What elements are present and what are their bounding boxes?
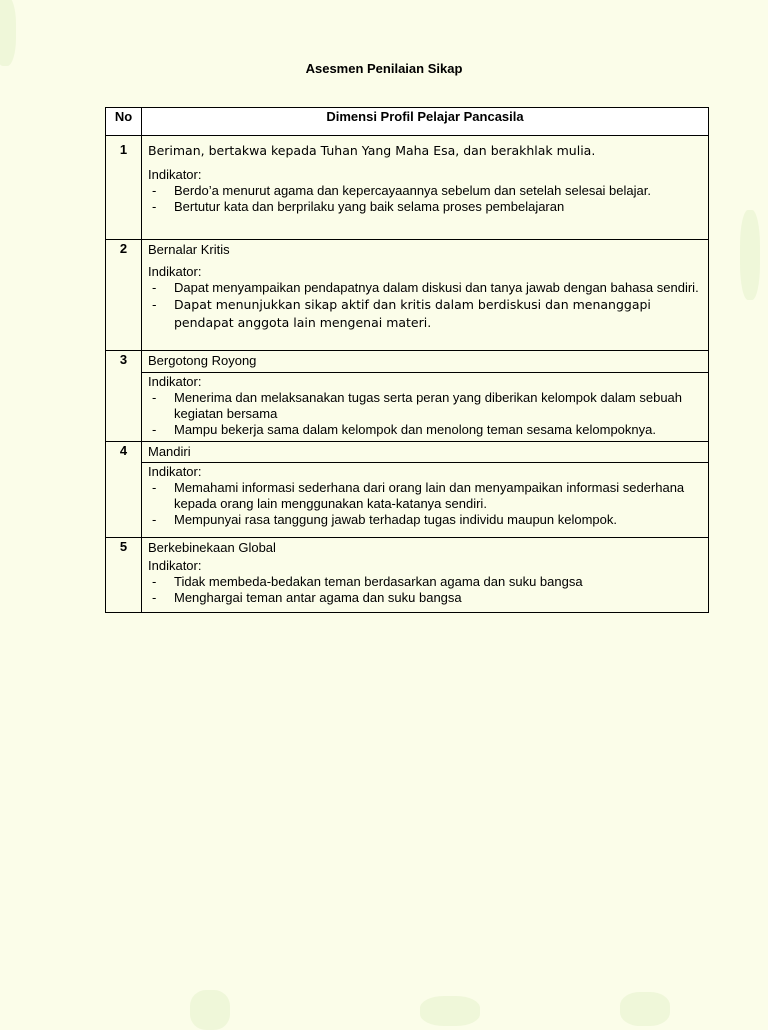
column-header-no: No [106, 108, 142, 136]
row-number: 5 [106, 538, 142, 613]
row-number: 3 [106, 351, 142, 442]
dimension-cell [142, 351, 709, 442]
indicator-block [142, 372, 708, 440]
indicator-block [142, 556, 708, 608]
background-blotch [190, 990, 230, 1030]
indicator-list [148, 480, 702, 528]
dimension-title: Mandiri [148, 444, 191, 459]
table-row [106, 442, 709, 538]
background-blotch [0, 0, 16, 66]
assessment-table [105, 107, 709, 613]
list-item: - Mampu bekerja sama dalam kelompok dan menolong teman sesama kelompoknya. [148, 422, 702, 438]
indicator-label: Indikator: [148, 167, 202, 182]
list-item: - Dapat menyampaikan pendapatnya dalam diskusi dan tanya jawab dengan bahasa sendiri. [148, 280, 702, 296]
indicator-list [148, 183, 702, 215]
background-blotch [620, 992, 670, 1026]
indicator-list [148, 390, 702, 438]
table-row [106, 136, 709, 240]
list-item: - Berdo’a menurut agama dan kepercayaannya sebelum dan setelah selesai belajar. [148, 183, 702, 199]
list-item: - Mempunyai rasa tanggung jawab terhadap tugas individu maupun kelompok. [148, 512, 702, 528]
list-item: - Bertutur kata dan berprilaku yang baik selama proses pembelajaran [148, 199, 702, 215]
indicator-block [142, 258, 708, 334]
indicator-label: Indikator: [148, 558, 202, 573]
table-header-row [106, 108, 709, 136]
dimension-title: Bergotong Royong [148, 353, 257, 368]
indicator-list [148, 280, 702, 332]
row-number: 2 [106, 240, 142, 351]
list-item: - Tidak membeda-bedakan teman berdasarkan agama dan suku bangsa [148, 574, 702, 590]
dimension-cell [142, 136, 709, 240]
dimension-cell [142, 538, 709, 613]
table-row [106, 351, 709, 442]
table-row [106, 240, 709, 351]
indicator-label: Indikator: [148, 264, 202, 279]
indicator-list [148, 574, 702, 606]
list-item: - Dapat menunjukkan sikap aktif dan kritis dalam berdiskusi dan menanggapi pendapat anggota lain mengenai materi. [148, 296, 702, 332]
table-row [106, 538, 709, 613]
dimension-title: Beriman, bertakwa kepada Tuhan Yang Maha Esa, dan berakhlak mulia. [148, 143, 596, 158]
indicator-block [142, 462, 708, 530]
dimension-title: Berkebinekaan Global [148, 540, 276, 555]
indicator-label: Indikator: [148, 464, 202, 479]
row-number: 1 [106, 136, 142, 240]
dimension-cell [142, 442, 709, 538]
row-number: 4 [106, 442, 142, 538]
list-item: - Menerima dan melaksanakan tugas serta peran yang diberikan kelompok dalam sebuah kegiatan bersama [148, 390, 702, 422]
list-item: - Memahami informasi sederhana dari orang lain dan menyampaikan informasi sederhana kepada orang lain menggunakan kata-katanya sendiri. [148, 480, 702, 512]
background-blotch [740, 210, 760, 300]
column-header-dimension: Dimensi Profil Pelajar Pancasila [142, 108, 709, 136]
indicator-label: Indikator: [148, 374, 202, 389]
page-title: Asesmen Penilaian Sikap [305, 61, 463, 76]
background-blotch [420, 996, 480, 1026]
dimension-cell [142, 240, 709, 351]
list-item: - Menghargai teman antar agama dan suku bangsa [148, 590, 702, 606]
dimension-title: Bernalar Kritis [148, 242, 230, 257]
indicator-block [142, 159, 708, 217]
